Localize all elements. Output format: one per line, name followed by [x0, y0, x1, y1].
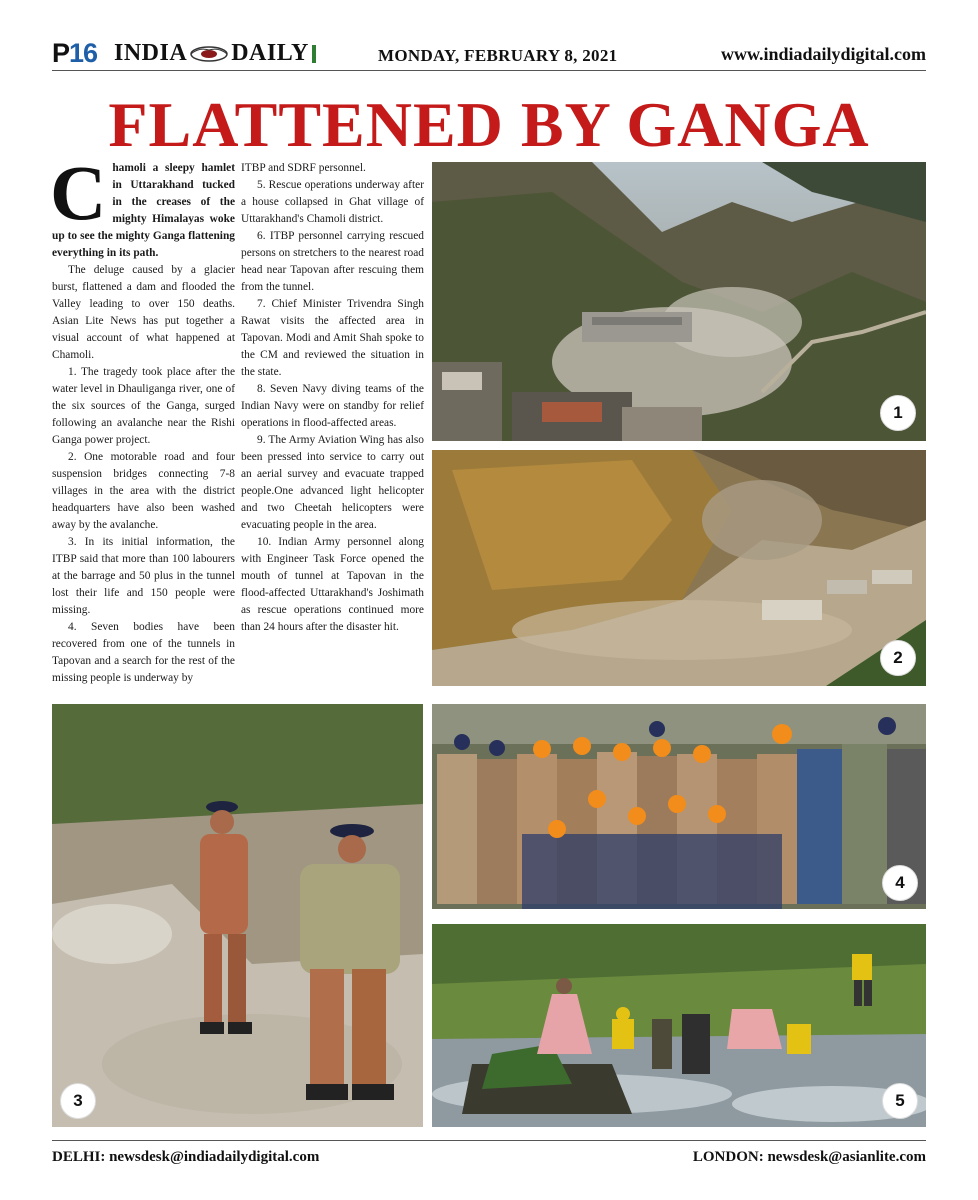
- paragraph-continued: ITBP and SDRF personnel.: [241, 162, 366, 174]
- brand-mark: [312, 45, 316, 63]
- photo-number-badge: 5: [882, 1083, 918, 1119]
- article-lead: [50, 149, 235, 262]
- top-rule: [52, 70, 926, 71]
- page-number: [52, 38, 97, 69]
- rescue-team-image: [432, 704, 926, 909]
- paragraph: 1. The tragedy took place after the water level in Dhauliganga river, one of the six sources of the Ganga, surged following an avalanche near the Rishi Ganga power project.: [52, 366, 235, 446]
- bottom-rule: [52, 1140, 926, 1141]
- paragraph: 5. Rescue operations underway after a house collapsed in Ghat village of Uttarakhand's Chamoli district.: [241, 179, 424, 225]
- masthead: [52, 38, 926, 68]
- photo-itbp-personnel: [52, 704, 423, 1127]
- footer-london-contact[interactable]: LONDON: newsdesk@asianlite.com: [692, 1149, 926, 1165]
- paper-name: [114, 40, 316, 67]
- photo-number-badge: 1: [880, 395, 916, 431]
- paragraph: 7. Chief Minister Trivendra Singh Rawat visits the affected area in Tapovan. Modi and Amit Shah spoke to the CM and reviewed the situation in the state.: [241, 298, 424, 378]
- paragraph: The deluge caused by a glacier burst, flattened a dam and flooded the Valley leading to over 150 deaths. Asian Lite News has put together a visual account of what happened at Chamoli.: [52, 264, 235, 361]
- flood-torrent-image: [432, 450, 926, 686]
- emblem-icon: [189, 45, 229, 63]
- paragraph: 8. Seven Navy diving teams of the Indian Navy were on standby for relief operations in flood-affected areas.: [241, 383, 424, 429]
- paragraph: 3. In its initial information, the ITBP said that more than 100 labourers at the barrage and 50 plus in the tunnel lost their life and 150 people were missing.: [52, 536, 235, 616]
- lead-text: hamoli a sleepy hamlet in Uttarakhand tucked in the creases of the mighty Himalayas woke up to see the mighty Ganga flattening everything in its path.: [52, 162, 235, 259]
- paragraph: 2. One motorable road and four suspension bridges connecting 7-8 villages in the area with the district headquarters have also been washed away by the avalanche.: [52, 451, 235, 531]
- river-crossing-image: [432, 924, 926, 1127]
- article-column-2: [241, 160, 424, 636]
- page-prefix: P: [52, 38, 70, 68]
- paper-name-right: DAILY: [231, 40, 309, 66]
- photo-flood-torrent: [432, 450, 926, 686]
- photo-rescue-team: [432, 704, 926, 909]
- dam-site-image: [432, 162, 926, 441]
- paper-name-left: INDIA: [114, 40, 188, 66]
- issue-date: MONDAY, FEBRUARY 8, 2021: [378, 46, 618, 65]
- photo-dam-site: [432, 162, 926, 441]
- paragraph: 10. Indian Army personnel along with Engineer Task Force opened the mouth of tunnel at Tapovan in the flood-affected Uttarakhand's Joshimath as rescue operations continued more than 24 hours after the disaster hit.: [241, 536, 424, 633]
- paragraph: 4. Seven bodies have been recovered from one of the tunnels in Tapovan and a search for the rest of the missing people is underway by: [52, 621, 235, 684]
- drop-cap: C: [50, 149, 107, 236]
- photo-number-badge: 2: [880, 640, 916, 676]
- article-column-1: [50, 149, 235, 687]
- photo-river-crossing: [432, 924, 926, 1127]
- itbp-personnel-image: [52, 704, 423, 1127]
- headline: FLATTENED BY GANGA: [108, 89, 870, 160]
- photo-number-badge: 4: [882, 865, 918, 901]
- paragraph: 6. ITBP personnel carrying rescued persons on stretchers to the nearest road head near Tapovan after rescuing them from the tunnel.: [241, 230, 424, 293]
- paragraph: 9. The Army Aviation Wing has also been pressed into service to carry out an aerial survey and evacuate trapped people.One advanced light helicopter and two Cheetah helicopters were evacuating people in the area.: [241, 434, 424, 531]
- photo-number-badge: 3: [60, 1083, 96, 1119]
- footer-delhi-contact[interactable]: DELHI: newsdesk@indiadailydigital.com: [52, 1149, 320, 1165]
- page-number-value: 16: [69, 38, 98, 68]
- website-link[interactable]: www.indiadailydigital.com: [720, 44, 926, 64]
